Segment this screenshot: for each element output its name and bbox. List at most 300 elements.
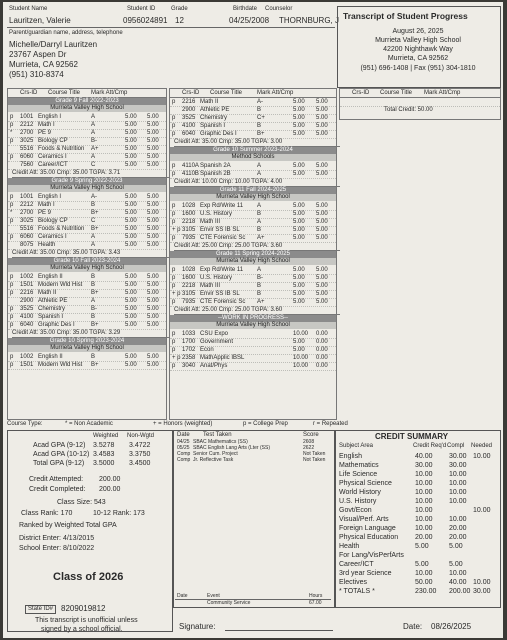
course-title: Modern Wld Hist <box>38 282 83 288</box>
credit-required: 10.00 <box>415 516 433 523</box>
student-id-label: Student ID <box>127 6 156 12</box>
course-cmp: 0.00 <box>316 347 328 353</box>
course-cmp: 5.00 <box>147 274 159 280</box>
course-mark: A <box>91 122 96 128</box>
credit-needed: 30.00 <box>473 588 491 595</box>
course-id: 1028 <box>182 267 196 273</box>
district-enter: District Enter: 4/13/2015 <box>19 535 95 542</box>
parent-phone: (951) 310-8374 <box>9 70 64 79</box>
course-flag: p <box>10 114 14 120</box>
course-id: 2358 <box>182 355 196 361</box>
course-att: 5.00 <box>293 131 305 137</box>
course-mark: B <box>91 202 96 208</box>
test-date: 04/25 <box>177 439 190 445</box>
course-title: Anat/Phys <box>200 363 228 369</box>
course-mark: B <box>91 282 96 288</box>
gpa-label: Acad GPA (9-12) <box>33 442 86 449</box>
test-date: Comp <box>177 457 191 463</box>
course-id: 4110A <box>182 163 199 169</box>
nonweighted-label: Non-Wgtd <box>127 433 155 439</box>
course-att: 5.00 <box>125 306 137 312</box>
course-title: Math III <box>200 283 221 289</box>
course-id: 1001 <box>20 194 34 200</box>
subject-area: Mathematics <box>339 462 379 469</box>
course-title: Exp Rd/Write 11 <box>200 203 244 209</box>
credit-required: 10.00 <box>415 525 433 532</box>
course-cmp: 5.00 <box>147 298 159 304</box>
term-heading: Grade 10 Summer 2023-2024 <box>170 147 336 154</box>
term-heading: --WORK IN PROGRESS-- <box>170 315 336 322</box>
course-cmp: 0.00 <box>316 363 328 369</box>
course-title: Spanish I <box>200 123 226 129</box>
credit-required: 10.00 <box>415 570 433 577</box>
subject-area: For Lang/VisPerfArts <box>339 552 404 559</box>
subject-area: U.S. History <box>339 498 377 505</box>
course-att: 5.00 <box>293 203 305 209</box>
course-id: 2218 <box>182 283 196 289</box>
course-id: 1001 <box>20 114 34 120</box>
course-att: 5.00 <box>293 99 305 105</box>
header-crs-id: Crs-ID <box>352 90 370 96</box>
course-cmp: 5.00 <box>147 234 159 240</box>
course-att: 5.00 <box>125 162 137 168</box>
course-title: CSU Expo <box>200 331 229 337</box>
course-cmp: 5.00 <box>316 123 328 129</box>
course-mark: B <box>257 211 262 217</box>
credit-completed-label: Credit Completed: <box>29 486 86 493</box>
course-mark: B <box>91 314 96 320</box>
course-title: Biology CP <box>38 138 68 144</box>
course-title: CTE Forensic Sc <box>200 299 246 305</box>
credit-required: 230.00 <box>415 588 437 595</box>
events-header: Date <box>177 593 188 599</box>
credit-completed-subject: 5.00 <box>449 561 463 568</box>
course-mark: A <box>257 171 262 177</box>
course-att: 5.00 <box>125 210 137 216</box>
address-line-1: 23767 Aspen Dr <box>9 50 67 59</box>
course-title: Graphic Des I <box>38 322 75 328</box>
credit-completed-subject: 5.00 <box>449 543 463 550</box>
credit-required: 50.00 <box>415 579 433 586</box>
credit-required: 10.00 <box>415 489 433 496</box>
school-phone: (951) 696-1408 | Fax (951) 304-1810 <box>360 65 476 72</box>
class-rank: Class Rank: 170 <box>21 510 73 517</box>
course-cmp: 5.00 <box>147 146 159 152</box>
course-mark: A <box>91 114 96 120</box>
test-name: SBAC Mathematics (SS) <box>193 439 248 445</box>
course-mark: B <box>257 291 262 297</box>
course-flag: p <box>10 322 14 328</box>
course-mark: A+ <box>91 146 99 152</box>
subject-area: English <box>339 453 362 460</box>
test-name: SBAC English Lang Arts (Lter (SS) <box>193 445 270 451</box>
class-size: Class Size: 543 <box>57 499 106 506</box>
credit-completed-subject: 40.00 <box>449 579 467 586</box>
credit-required: 10.00 <box>415 498 433 505</box>
course-id: 2216 <box>182 99 196 105</box>
term-credit-summary: Credit Att: 10.00 Cmp: 10.00 TGPA: 4.00 <box>174 178 340 187</box>
course-title: Envir SS IB SL <box>200 227 240 233</box>
course-title: MathApplic IBSL <box>200 355 245 361</box>
course-row <box>8 361 166 370</box>
course-mark: A <box>91 298 96 304</box>
footer-date-label: Date: <box>403 622 423 631</box>
course-title: English II <box>38 354 63 360</box>
course-flag: p <box>172 299 176 305</box>
course-mark: A- <box>257 99 263 105</box>
credit-required: 5.00 <box>415 561 429 568</box>
course-flag: p <box>172 339 176 345</box>
course-cmp: 5.00 <box>147 282 159 288</box>
course-title: Envir SS IB SL <box>200 291 240 297</box>
course-flag: * <box>10 210 13 216</box>
credit-required: 10.00 <box>415 480 433 487</box>
credit-completed-subject: 20.00 <box>449 534 467 541</box>
course-flag: p <box>10 354 14 360</box>
course-title: Econ <box>200 347 214 353</box>
course-id: 1600 <box>182 211 196 217</box>
gpa-weighted: 3.4583 <box>93 451 115 458</box>
credit-completed: 200.00 <box>99 486 121 493</box>
credit-completed-subject: 10.00 <box>449 471 467 478</box>
student-id: 0956024891 <box>123 16 168 25</box>
weighted-label: Weighted <box>93 433 119 439</box>
course-cmp: 5.00 <box>316 131 328 137</box>
test-score: 2608 <box>303 439 315 445</box>
course-id: 2900 <box>182 107 196 113</box>
course-title: Spanish 2A <box>200 163 231 169</box>
gpa-label: Acad GPA (10-12) <box>33 451 90 458</box>
column-header <box>170 89 336 98</box>
subject-area: Life Science <box>339 471 378 478</box>
course-id: 1033 <box>182 331 196 337</box>
credit-summary-header: Credit Req'd <box>413 443 447 449</box>
course-flag: p <box>10 218 14 224</box>
course-cmp: 5.00 <box>147 122 159 128</box>
term-heading: Grade 10 Fall 2023-2024 <box>8 258 166 265</box>
subject-area: Career/ICT <box>339 561 374 568</box>
course-att: 5.00 <box>125 226 137 232</box>
course-cmp: 5.00 <box>316 99 328 105</box>
course-mark: A <box>257 163 262 169</box>
credit-completed-subject: 10.00 <box>449 498 467 505</box>
credit-completed-subject: 20.00 <box>449 525 467 532</box>
course-id: 6060 <box>20 154 34 160</box>
course-att: 5.00 <box>293 339 305 345</box>
term-credit-summary: Credit Att: 25.00 Cmp: 25.00 TGPA: 3.60 <box>174 306 340 315</box>
unofficial-note-2: signed by a school official. <box>41 626 123 633</box>
course-id: 2900 <box>20 298 34 304</box>
credit-required: 10.00 <box>415 507 433 514</box>
course-att: 5.00 <box>293 219 305 225</box>
credit-summary-header: Subject Area <box>339 443 374 449</box>
course-title: Ceramics I <box>38 154 67 160</box>
term-school: Murrieta Valley High School <box>8 185 166 192</box>
legend-honors: + = Honors (weighted) <box>153 421 213 427</box>
counselor: THORNBURG, J <box>279 16 339 25</box>
course-title: Career/ICT <box>38 162 68 168</box>
course-id: 4100 <box>182 123 196 129</box>
course-att: 5.00 <box>125 130 137 136</box>
gpa-nonweighted: 3.4722 <box>129 442 151 449</box>
school-name: Murrieta Valley High School <box>375 37 461 44</box>
course-id: 1600 <box>182 275 196 281</box>
course-att: 5.00 <box>293 107 305 113</box>
subject-area: 3rd year Science <box>339 570 392 577</box>
course-title: Math II <box>38 290 57 296</box>
course-id: 3105 <box>182 291 196 297</box>
legend-repeated: r = Repeated <box>313 421 348 427</box>
course-id: 2212 <box>20 122 34 128</box>
course-cmp: 5.00 <box>316 163 328 169</box>
course-cmp: 5.00 <box>147 290 159 296</box>
gpa-nonweighted: 3.3750 <box>129 451 151 458</box>
footer-date: 08/26/2025 <box>431 622 472 631</box>
course-mark: A+ <box>257 235 265 241</box>
course-title: Chemistry <box>38 306 66 312</box>
course-id: 5516 <box>20 226 34 232</box>
term-school: Murrieta Valley High School <box>170 258 336 265</box>
course-title: Athletic PE <box>200 107 230 113</box>
course-id: 5516 <box>20 146 34 152</box>
unofficial-note: This transcript is unofficial unless <box>35 617 138 624</box>
course-id: 1702 <box>182 347 196 353</box>
test-score: 2622 <box>303 445 315 451</box>
term-credit-summary: Credit Att: 35.00 Cmp: 35.00 TGPA: 3.29 <box>12 329 170 338</box>
course-att: 5.00 <box>125 282 137 288</box>
subject-area: Electives <box>339 579 368 586</box>
course-flag: p <box>172 267 176 273</box>
course-cmp: 5.00 <box>147 162 159 168</box>
course-cmp: 5.00 <box>147 322 159 328</box>
course-id: 2212 <box>20 202 34 208</box>
course-id: 3525 <box>182 115 196 121</box>
term-school: Murrieta Valley High School <box>8 105 166 112</box>
events-header: Event <box>207 593 220 599</box>
credit-needed: 10.00 <box>473 453 491 460</box>
course-flag: p <box>172 163 176 169</box>
credit-required: 30.00 <box>415 462 433 469</box>
event-hours: 67.00 <box>309 600 322 606</box>
courses-column-right <box>339 88 501 120</box>
course-title: Math I <box>38 202 55 208</box>
course-flag: p <box>10 274 14 280</box>
term-credit-summary: Credit Att: 35.00 Cmp: 35.00 TGPA: 3.00 <box>174 138 340 147</box>
gpa-weighted: 3.5000 <box>93 460 115 467</box>
address-line-2: Murrieta, CA 92562 <box>9 60 78 69</box>
term-school: Murrieta Valley High School <box>8 345 166 352</box>
test-score: Not Taken <box>303 457 326 463</box>
state-id-label: State ID# <box>25 605 56 614</box>
course-mark: A- <box>91 194 97 200</box>
course-cmp: 5.00 <box>316 203 328 209</box>
course-att: 5.00 <box>125 234 137 240</box>
course-att: 5.00 <box>125 322 137 328</box>
term-heading: Grade 11 Fall 2024-2025 <box>170 187 336 194</box>
events-rule <box>175 599 331 600</box>
course-flag: p <box>172 283 176 289</box>
credit-completed-subject: 200.00 <box>449 588 471 595</box>
course-mark: A <box>257 203 262 209</box>
term-heading: Grade 11 Spring 2024-2025 <box>170 251 336 258</box>
course-flag: p <box>10 282 14 288</box>
course-cmp: 5.00 <box>147 114 159 120</box>
course-mark: B- <box>257 275 263 281</box>
course-id: 2700 <box>20 210 34 216</box>
course-mark: B <box>257 107 262 113</box>
header-crs-id: Crs-ID <box>182 90 200 96</box>
course-cmp: 5.00 <box>316 211 328 217</box>
course-mark: B <box>91 274 96 280</box>
course-mark: C <box>91 162 96 168</box>
course-id: 2700 <box>20 130 34 136</box>
course-flag: p <box>172 171 176 177</box>
subject-area: Physical Science <box>339 480 392 487</box>
course-cmp: 5.00 <box>147 210 159 216</box>
credit-completed-subject: 10.00 <box>449 489 467 496</box>
term-heading: Grade 10 Spring 2023-2024 <box>8 338 166 345</box>
course-cmp: 5.00 <box>147 194 159 200</box>
course-flag: p <box>172 123 176 129</box>
course-flag: p <box>172 331 176 337</box>
ranked-by: Ranked by Weighted Total GPA <box>19 522 117 529</box>
course-cmp: 5.00 <box>147 138 159 144</box>
course-att: 5.00 <box>293 115 305 121</box>
course-title: English I <box>38 114 62 120</box>
course-title: Ceramics I <box>38 234 67 240</box>
course-title: Exp Rd/Write 11 <box>200 267 244 273</box>
credit-completed-subject: 30.00 <box>449 462 467 469</box>
test-date: 05/25 <box>177 445 190 451</box>
divider <box>7 27 335 28</box>
course-att: 10.00 <box>293 331 309 337</box>
course-cmp: 5.00 <box>316 235 328 241</box>
tests-header: Score <box>303 432 319 438</box>
course-flag: + p <box>172 227 181 233</box>
course-mark: A <box>257 267 262 273</box>
course-att: 5.00 <box>125 218 137 224</box>
header-mark: Mark Att/Cmp <box>91 90 128 96</box>
credit-required: 40.00 <box>415 453 433 460</box>
course-att: 5.00 <box>293 267 305 273</box>
course-title: Biology CP <box>38 218 68 224</box>
course-id: 6060 <box>20 234 34 240</box>
course-mark: A <box>91 130 96 136</box>
birthdate-label: Birthdate <box>233 6 258 12</box>
course-cmp: 5.00 <box>147 226 159 232</box>
credit-summary-header: Needed <box>471 443 493 449</box>
course-att: 5.00 <box>125 146 137 152</box>
course-title: U.S. History <box>200 211 233 217</box>
course-mark: B+ <box>257 131 265 137</box>
credit-needed: 10.00 <box>473 579 491 586</box>
course-id: 3105 <box>182 227 196 233</box>
course-flag: * <box>10 130 13 136</box>
course-flag: p <box>10 362 14 368</box>
course-id: 1501 <box>20 282 34 288</box>
total-credit: Total Credit: 50.00 <box>384 107 433 113</box>
state-id: 8209019812 <box>61 604 106 613</box>
course-title: Chemistry <box>200 115 228 121</box>
credit-completed-subject: 10.00 <box>449 570 467 577</box>
course-title: CTE Forensic Sc <box>200 235 246 241</box>
course-flag: p <box>10 122 14 128</box>
course-cmp: 0.00 <box>316 355 328 361</box>
course-flag: p <box>172 275 176 281</box>
course-att: 5.00 <box>293 275 305 281</box>
course-cmp: 5.00 <box>147 218 159 224</box>
course-att: 5.00 <box>293 227 305 233</box>
course-mark: B+ <box>91 362 99 368</box>
credit-completed-subject: 10.00 <box>449 516 467 523</box>
course-att: 5.00 <box>293 283 305 289</box>
subject-area: Physical Education <box>339 534 399 541</box>
counselor-label: Counselor <box>265 6 293 12</box>
term-school: Murrieta Valley High School <box>8 265 166 272</box>
test-date: Comp <box>177 451 191 457</box>
course-att: 5.00 <box>293 299 305 305</box>
signature-line <box>225 630 333 631</box>
student-name-label: Student Name <box>9 6 48 12</box>
subject-area: World History <box>339 489 381 496</box>
class-of: Class of 2026 <box>53 571 124 583</box>
course-mark: B <box>91 354 96 360</box>
course-mark: B+ <box>91 322 99 328</box>
course-cmp: 5.00 <box>316 107 328 113</box>
grade: 12 <box>175 16 184 25</box>
course-flag: p <box>10 306 14 312</box>
column-header <box>8 89 166 98</box>
course-title: Math II <box>200 99 219 105</box>
course-cmp: 5.00 <box>316 275 328 281</box>
course-mark: B- <box>91 138 97 144</box>
course-flag: p <box>172 99 176 105</box>
course-flag: p <box>172 363 176 369</box>
course-flag: p <box>10 202 14 208</box>
subject-area: Foreign Language <box>339 525 396 532</box>
course-att: 5.00 <box>125 242 137 248</box>
credit-completed-subject: 10.00 <box>449 480 467 487</box>
header-mark: Mark Att/Cmp <box>424 90 461 96</box>
subject-area: * TOTALS * <box>339 588 375 595</box>
course-cmp: 5.00 <box>316 283 328 289</box>
course-flag: p <box>172 235 176 241</box>
term-school: Murrieta Valley High School <box>170 194 336 201</box>
course-id: 7935 <box>182 299 196 305</box>
term-school: Method Schools <box>170 154 336 161</box>
course-title: English I <box>38 194 62 200</box>
course-title: Foods & Nutrition <box>38 146 85 152</box>
course-flag: p <box>10 194 14 200</box>
course-att: 5.00 <box>125 298 137 304</box>
course-flag: p <box>10 290 14 296</box>
test-name: Senior Cum. Project <box>193 451 238 457</box>
course-mark: B <box>257 227 262 233</box>
course-cmp: 5.00 <box>316 171 328 177</box>
term-credit-summary: Credit Att: 35.00 Cmp: 35.00 TGPA: 3.43 <box>12 249 170 258</box>
course-att: 5.00 <box>125 202 137 208</box>
course-flag: + p <box>172 355 181 361</box>
course-mark: B- <box>91 306 97 312</box>
transcript-title: Transcript of Student Progress <box>343 11 468 21</box>
course-att: 10.00 <box>293 363 309 369</box>
credit-required: 5.00 <box>415 543 429 550</box>
course-att: 5.00 <box>293 235 305 241</box>
course-att: 5.00 <box>293 163 305 169</box>
course-flag: p <box>172 203 176 209</box>
course-title: U.S. History <box>200 275 233 281</box>
course-mark: B+ <box>91 210 99 216</box>
